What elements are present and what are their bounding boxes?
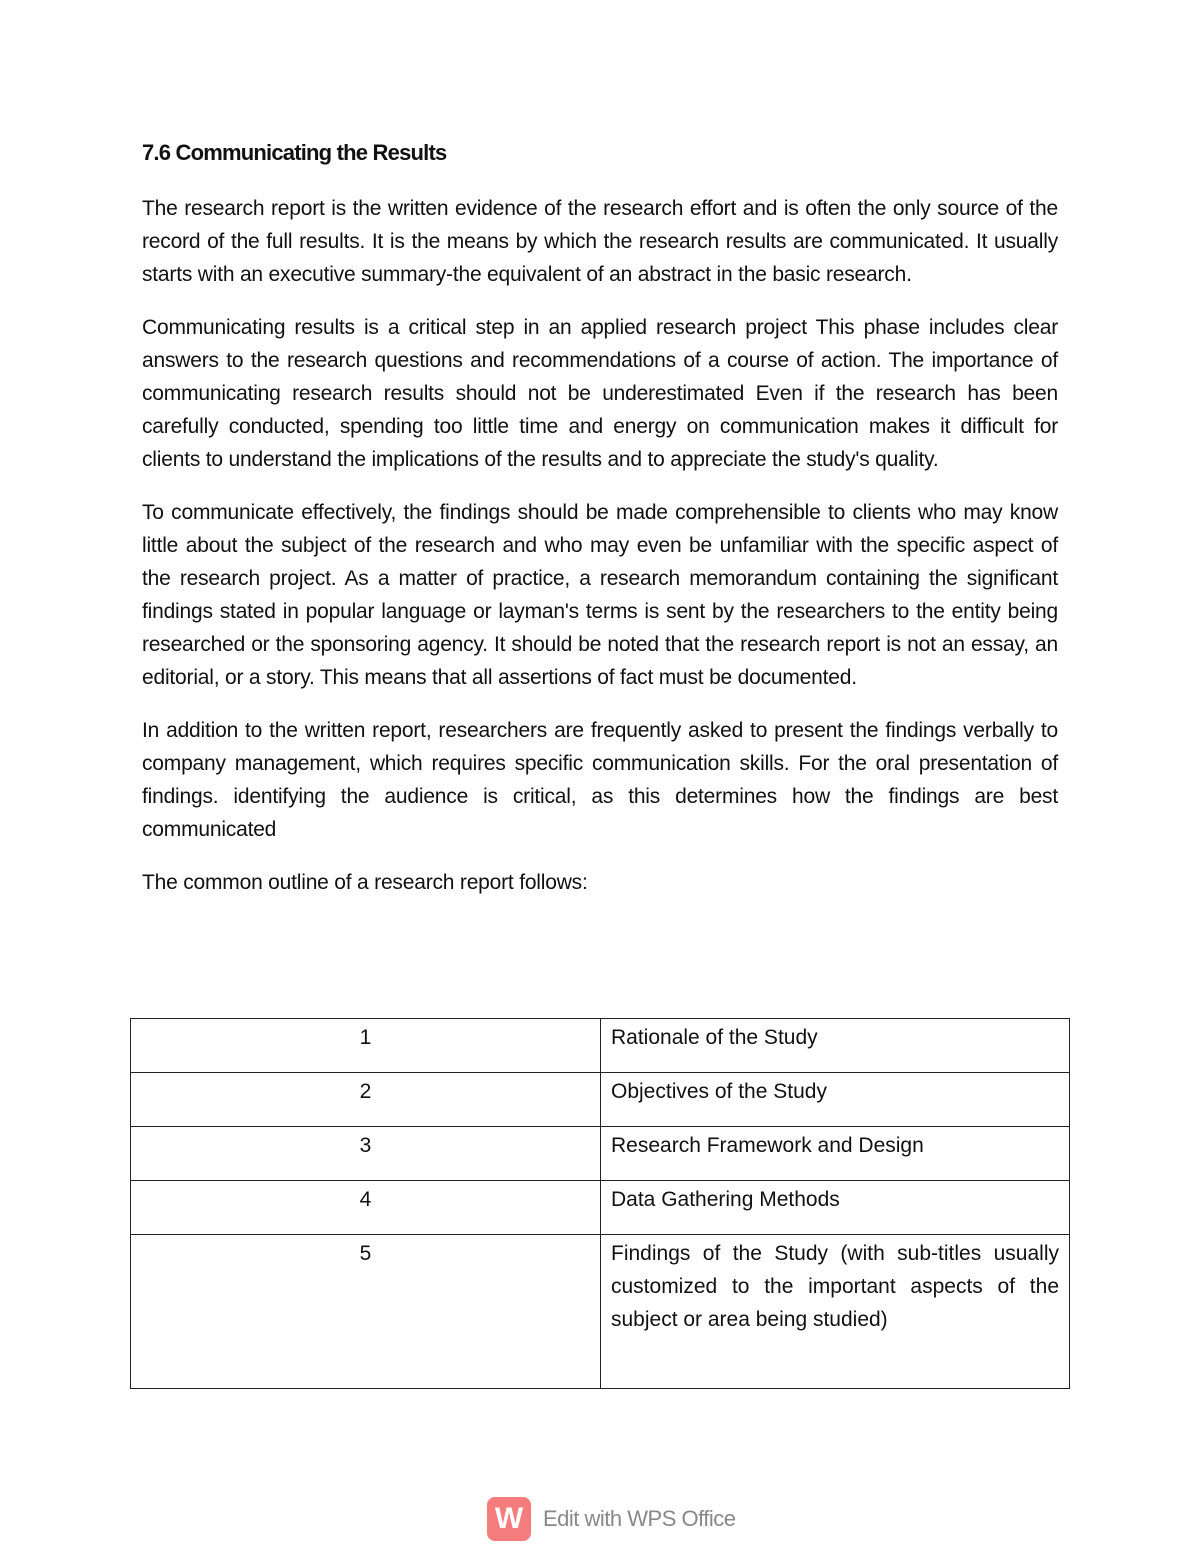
document-body — [142, 192, 1058, 919]
row-text: Objectives of the Study — [601, 1073, 1070, 1127]
wps-watermark[interactable] — [487, 1497, 736, 1541]
row-number: 1 — [131, 1019, 601, 1073]
table-row — [131, 1073, 1070, 1127]
row-number: 3 — [131, 1127, 601, 1181]
paragraph: The research report is the written evidence of the research effort and is often the only source of the record of the full results. It is the means by which the research results are communicated. It usually starts with an executive summary-the equivalent of an abstract in the basic research. — [142, 197, 1058, 286]
row-text: Data Gathering Methods — [601, 1181, 1070, 1235]
section-heading: 7.6 Communicating the Results — [142, 140, 447, 165]
table-row — [131, 1127, 1070, 1181]
table-row — [131, 1181, 1070, 1235]
row-number: 5 — [131, 1235, 601, 1389]
paragraph: Communicating results is a critical step in an applied research project This phase includes clear answers to the research questions and recommendations of a course of action. The importance of communicating research results should not be underestimated Even if the research has been carefully conducted, spending too little time and energy on communication makes it difficult for clients to understand the implications of the results and to appreciate the study's quality. — [142, 316, 1058, 471]
row-number: 4 — [131, 1181, 601, 1235]
table-row — [131, 1235, 1070, 1389]
wps-logo-icon: W — [487, 1497, 531, 1541]
paragraph: To communicate effectively, the findings should be made comprehensible to clients who may know little about the subject of the research and who may even be unfamiliar with the specific aspect of the research project. As a matter of practice, a research memorandum containing the significant findings stated in popular language or layman's terms is sent by the researchers to the entity being researched or the sponsoring agency. It should be noted that the research report is not an essay, an editorial, or a story. This means that all assertions of fact must be documented. — [142, 501, 1058, 689]
row-text: Rationale of the Study — [601, 1019, 1070, 1073]
row-text: Findings of the Study (with sub-titles usually customized to the important aspects of the subject or area being studied) — [601, 1235, 1070, 1389]
watermark-text: Edit with WPS Office — [543, 1506, 736, 1531]
paragraph: In addition to the written report, researchers are frequently asked to present the findings verbally to company management, which requires specific communication skills. For the oral presentation of findings. identifying the audience is critical, as this determines how the findings are best communicated — [142, 719, 1058, 841]
row-text: Research Framework and Design — [601, 1127, 1070, 1181]
outline-table — [130, 1018, 1070, 1389]
row-number: 2 — [131, 1073, 601, 1127]
paragraph: The common outline of a research report follows: — [142, 871, 588, 894]
table-row — [131, 1019, 1070, 1073]
